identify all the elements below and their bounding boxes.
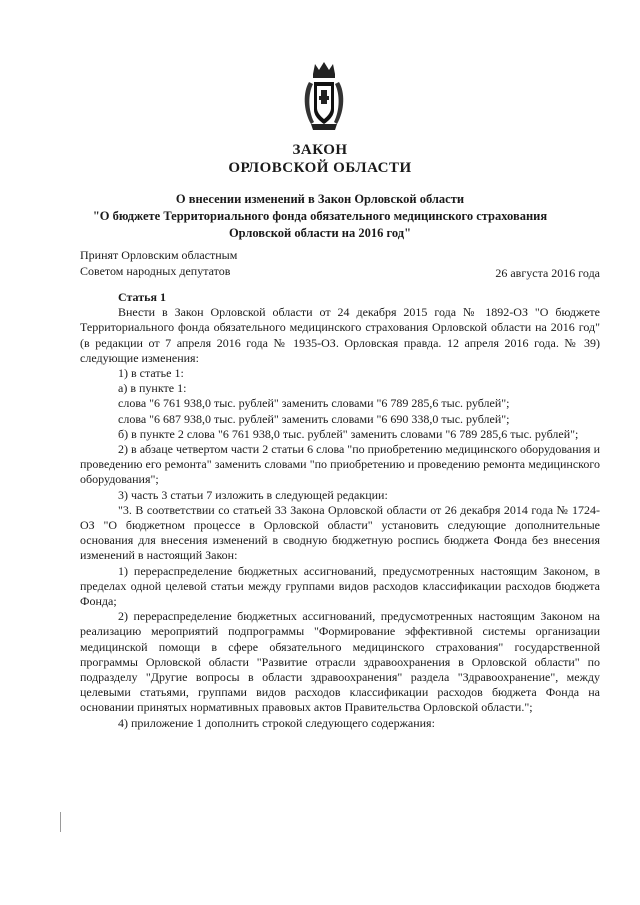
paragraph: "3. В соответствии со статьей 33 Закона Орловской области от 26 декабря 2014 года № 1724-ОЗ "О бюджетном процессе в Орловской области" установить следующие дополнительные основания для внесения изменений в сводную бюджетную роспись бюджета Фонда без внесения изменений в настоящий Закон: [80, 502, 600, 563]
paragraph: 4) приложение 1 дополнить строкой следующего содержания: [118, 715, 435, 730]
region-title: ОРЛОВСКОЙ ОБЛАСТИ [228, 160, 412, 176]
paragraph: 3) часть 3 статьи 7 изложить в следующей редакции: [118, 487, 388, 502]
law-title: ЗАКОН [292, 142, 348, 158]
paragraph: б) в пункте 2 слова "6 761 938,0 тыс. рублей" заменить словами "6 789 285,6 тыс. рублей"; [118, 426, 579, 441]
paragraph: слова "6 687 938,0 тыс. рублей" заменить словами "6 690 338,0 тыс. рублей"; [118, 411, 510, 426]
paragraph: слова "6 761 938,0 тыс. рублей" заменить словами "6 789 285,6 тыс. рублей"; [118, 396, 510, 411]
paragraph: 2) в абзаце четвертом части 2 статьи 6 слова "по приобретению медицинского оборудования и проведению его ремонта" заменить словами "по приобретению и проведению ремонта медицинского оборудования"; [80, 442, 600, 487]
article-heading: Статья 1 [118, 290, 166, 304]
paragraph: 2) перераспределение бюджетных ассигнований, предусмотренных настоящим Законом на реализацию мероприятий подпрограммы "Формирование эффективной системы организации медицинской помощи в сфере обязательного медицинского страхования" государственной программы Орловской области "Развитие отрасли здравоохранения в Орловской области" по подразделу "Другие вопросы в области здравоохранения" раздела "Здравоохранение", между целевыми статьями, группами видов расходов классификации расходов бюджета Фонда на основании принятых нормативных правовых актов Правительства Орловской области."; [80, 609, 600, 715]
paragraph: Внести в Закон Орловской области от 24 декабря 2015 года № 1892-ОЗ "О бюджете Территориального фонда обязательного медицинского страхования Орловской области на 2016 год" (в редакции от 7 апреля 2016 года № 1935-ОЗ. Орловская правда. 12 апреля 2016 года. № 39) следующие изменения: [80, 305, 600, 365]
paragraph: 1) перераспределение бюджетных ассигнований, предусмотренных настоящим Законом, в пределах одной целевой статьи между группами видов расходов классификации расходов бюджета Фонда; [80, 563, 600, 609]
law-subtitle-line1: О внесении изменений в Закон Орловской области [175, 192, 465, 206]
coat-of-arms-emblem [301, 60, 347, 132]
law-body [80, 290, 600, 731]
adopted-by-line2: Советом народных депутатов [80, 264, 231, 278]
law-subtitle-line2: "О бюджете Территориального фонда обязательного медицинского страхования [92, 209, 548, 223]
scan-margin-mark [60, 812, 61, 832]
law-subtitle-line3: Орловской области на 2016 год" [228, 226, 412, 240]
adopted-by-line1: Принят Орловским областным [80, 248, 238, 262]
adoption-date: 26 августа 2016 года [495, 266, 600, 280]
paragraph: а) в пункте 1: [118, 381, 187, 396]
paragraph: 1) в статье 1: [118, 366, 184, 381]
